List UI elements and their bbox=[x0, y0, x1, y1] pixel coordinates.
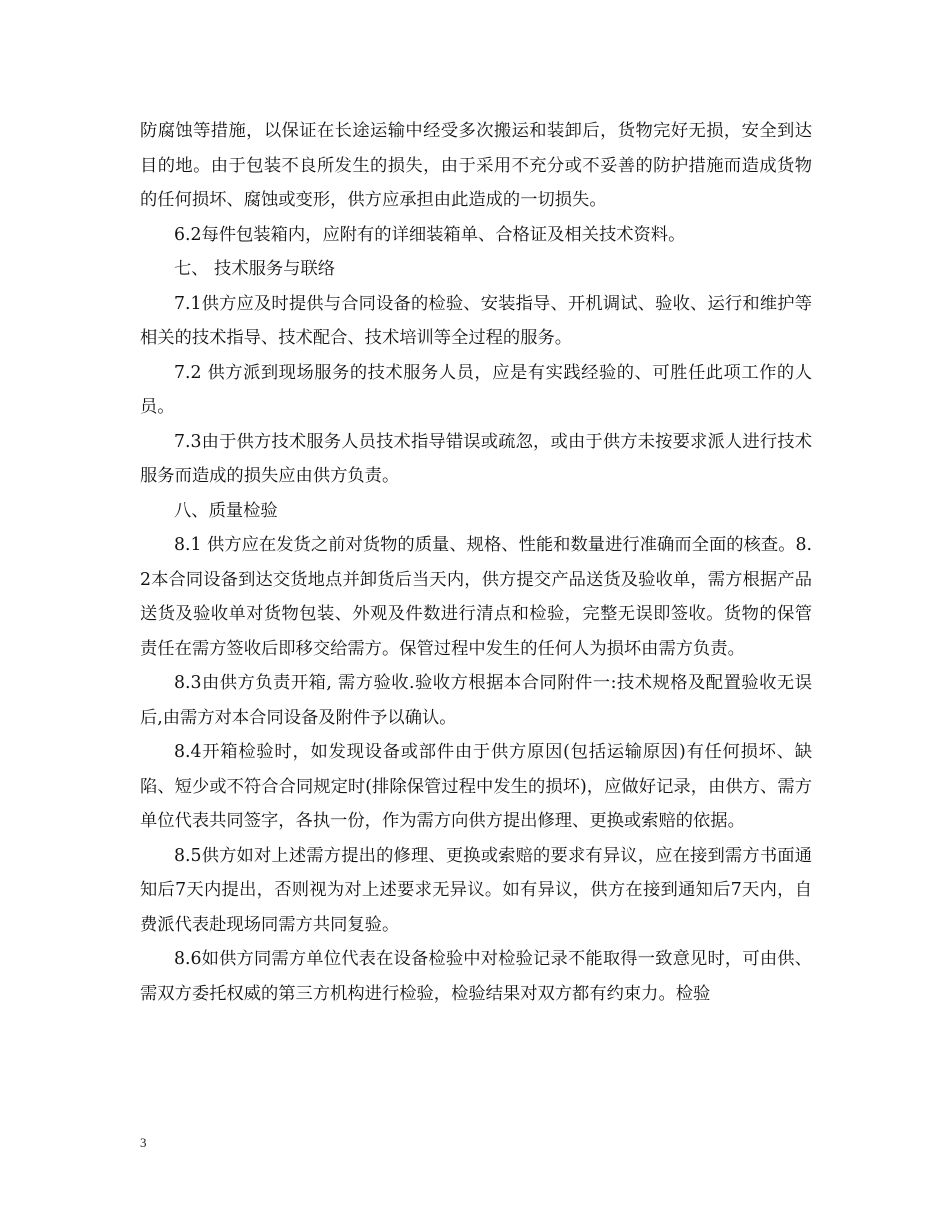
section-heading-7: 七、 技术服务与联络 bbox=[174, 259, 336, 279]
section-heading-8: 八、质量检验 bbox=[174, 500, 278, 521]
page-number: 3 bbox=[140, 1135, 147, 1150]
paragraph-7-2: 7.2 供方派到现场服务的技术服务人员，应是有实践经验的、可胜任此项工作的人员。 bbox=[140, 362, 812, 417]
paragraph-8-5: 8.5供方如对上述需方提出的修理、更换或索赔的要求有异议，应在接到需方书面通知后7天内提出，否则视为对上述要求无异议。如有异议，供方在接到通知后7天内，自费派代表赴现场同需方共同复验。 bbox=[140, 845, 812, 935]
document-body bbox=[140, 114, 812, 1011]
paragraph-6-2: 6.2每件包装箱内，应附有的详细装箱单、合格证及相关技术资料。 bbox=[174, 224, 686, 245]
paragraph-7-3: 7.3由于供方技术服务人员技术指导错误或疏忽，或由于供方未按要求派人进行技术服务而造成的损失应由供方负责。 bbox=[140, 431, 812, 486]
paragraph-8-1: 8.1 供方应在发货之前对货物的质量、规格、性能和数量进行准确而全面的核查。8.2本合同设备到达交货地点并卸货后当天内，供方提交产品送货及验收单，需方根据产品送货及验收单对货物包装、外观及件数进行清点和检验，完整无误即签收。货物的保管责任在需方签收后即移交给需方。保管过程中发生的任何人为损坏由需方负责。 bbox=[140, 535, 812, 659]
paragraph-packaging-continued: 防腐蚀等措施，以保证在长途运输中经受多次搬运和装卸后，货物完好无损，安全到达目的地。由于包装不良所发生的损失，由于采用不充分或不妥善的防护措施而造成货物的任何损坏、腐蚀或变形，供方应承担由此造成的一切损失。 bbox=[140, 121, 812, 210]
paragraph-8-3: 8.3由供方负责开箱, 需方验收.验收方根据本合同附件一:技术规格及配置验收无误后,由需方对本合同设备及附件予以确认。 bbox=[140, 673, 812, 728]
paragraph-8-6: 8.6如供方同需方单位代表在设备检验中对检验记录不能取得一致意见时，可由供、需双方委托权威的第三方机构进行检验，检验结果对双方都有约束力。检验 bbox=[140, 949, 812, 1004]
paragraph-7-1: 7.1供方应及时提供与合同设备的检验、安装指导、开机调试、验收、运行和维护等相关的技术指导、技术配合、技术培训等全过程的服务。 bbox=[140, 293, 812, 348]
paragraph-8-4: 8.4开箱检验时，如发现设备或部件由于供方原因(包括运输原因)有任何损坏、缺陷、短少或不符合合同规定时(排除保管过程中发生的损坏)，应做好记录，由供方、需方单位代表共同签字，各执一份，作为需方向供方提出修理、更换或索赔的依据。 bbox=[140, 742, 812, 831]
